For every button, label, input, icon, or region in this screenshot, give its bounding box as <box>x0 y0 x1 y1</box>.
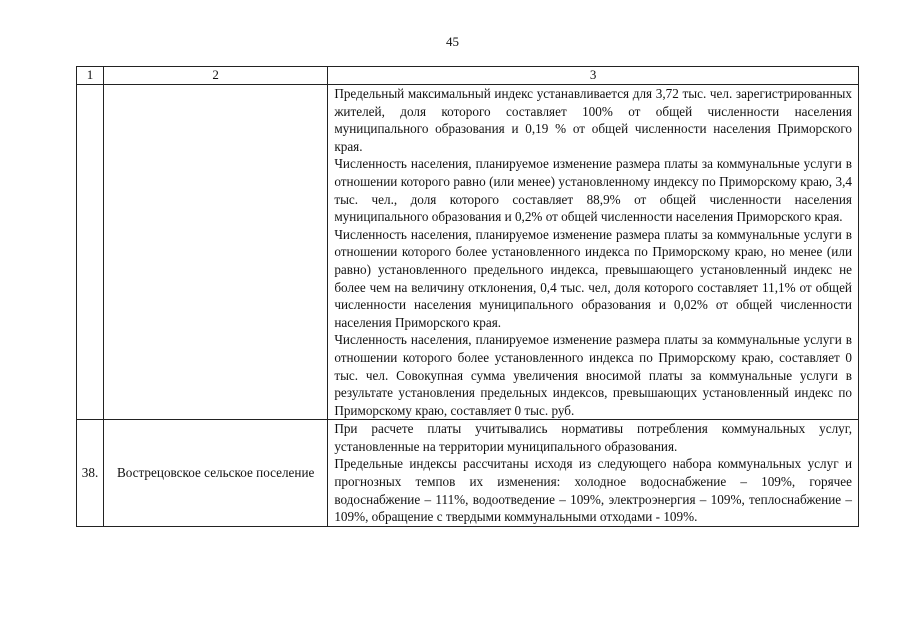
document-table <box>76 66 859 527</box>
paragraph: Численность населения, планируемое изменение размера платы за коммунальные услуги в отношении которого более установленного индекса по Приморскому краю, составляет 0 тыс. чел. Совокупная сумма увеличения вносимой платы за коммунальные услуги в результате установления предельных индексов, превышающих установленный индекс по Приморскому краю, составляет 0 тыс. руб. <box>334 332 852 418</box>
paragraph: Предельный максимальный индекс устанавливается для 3,72 тыс. чел. зарегистрированных жителей, доля которого составляет 100% от общей численности населения муниципального образования и 0,19 % от общей численности населения Приморского края. <box>334 86 852 154</box>
paragraph: При расчете платы учитывались нормативы потребления коммунальных услуг, установленные на территории муниципального образования. <box>334 421 852 454</box>
column-header-1: 1 <box>77 67 104 85</box>
table-header-row <box>77 67 859 85</box>
paragraph: Численность населения, планируемое изменение размера платы за коммунальные услуги в отношении которого более установленного индекса по Приморскому краю, но менее (или равно) установленного предельного индекса, превышающего установленный индекс не более чем на величину отклонения, 0,4 тыс. чел, доля которого составляет 11,1% от общей численности населения муниципального образования и 0,02% от общей численности населения Приморского края. <box>334 226 852 330</box>
table-row <box>77 85 859 420</box>
description-cell <box>328 420 859 527</box>
table-row <box>77 420 859 527</box>
row-number-cell <box>77 85 104 420</box>
paragraph: Численность населения, планируемое изменение размера платы за коммунальные услуги в отношении которого равно (или менее) установленному индексу по Приморскому краю, 3,4 тыс. чел., доля которого составляет 88,9% от общей численности населения муниципального образования и 0,2% от общей численности населения Приморского края. <box>334 156 852 225</box>
municipality-name-cell <box>104 85 328 420</box>
paragraph: Предельные индексы рассчитаны исходя из следующего набора коммунальных услуг и прогнозных темпов их изменения: холодное водоснабжение – 109%, горячее водоснабжение – 111%, водоотведение – 109%, электроэнергия – 109%, теплоснабжение – 109%, обращение с твердыми коммунальными отходами - 109%. <box>334 456 852 525</box>
municipality-name-cell: Вострецовское сельское поселение <box>104 420 328 527</box>
description-cell <box>328 85 859 420</box>
row-number-cell: 38. <box>77 420 104 527</box>
page-number: 45 <box>446 34 459 49</box>
column-header-3: 3 <box>328 67 859 85</box>
column-header-2: 2 <box>104 67 328 85</box>
